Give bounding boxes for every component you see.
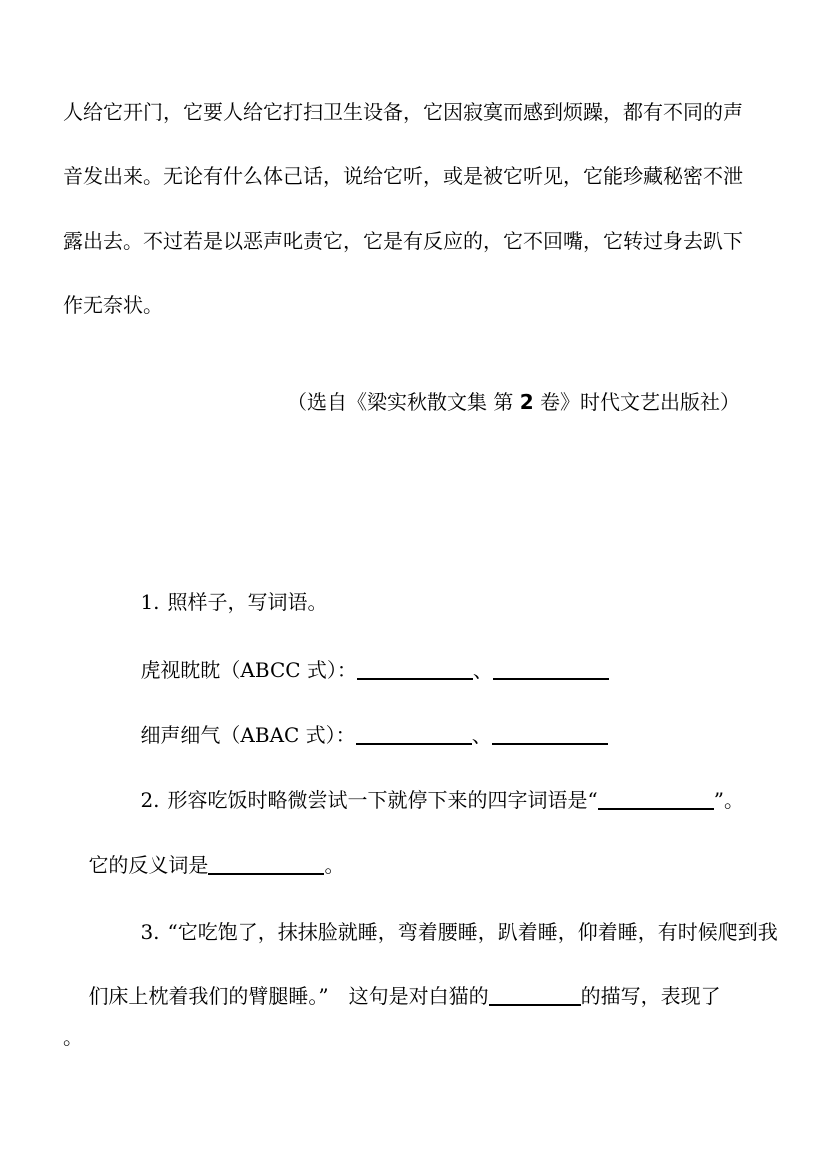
question-3-number: 3. [140, 920, 160, 944]
attribution-text-after: 卷》时代文艺出版社） [533, 390, 740, 414]
passage-line-1: 人给它开门，它要人给它打扫卫生设备，它因寂寞而感到烦躁，都有不同的声 [63, 100, 743, 124]
question-2-number: 2. [140, 788, 160, 812]
question-1-number: 1. [140, 590, 160, 614]
antonym-text-before-blank: 它的反义词是 [88, 853, 209, 877]
abac-item-label: 细声细气（ABAC 式）： [140, 723, 356, 747]
question-3-quote-text: “它吃饱了，抹抹脸就睡，弯着腰睡，趴着睡，仰着睡，有时候爬到我 [167, 920, 778, 944]
source-attribution [262, 357, 740, 447]
blank-separator: 、 [471, 723, 492, 747]
question-3-text-before-blank: 们床上枕着我们的臂腿睡。” 这句是对白猫的 [88, 984, 489, 1008]
question-3-line-2 [63, 951, 721, 1041]
answer-blank [598, 806, 714, 810]
question-2-text-after-blank: ”。 [713, 788, 744, 812]
passage-line-4: 作无奈状。 [63, 293, 163, 317]
blank-separator: 、 [472, 658, 493, 682]
answer-blank [208, 871, 324, 875]
answer-blank [493, 676, 609, 680]
answer-blank [357, 676, 473, 680]
passage-line-3: 露出去。不过若是以恶声叱责它，它是有反应的，它不回嘴，它转过身去趴下 [63, 229, 743, 253]
passage-line-2: 音发出来。无论有什么体己话，说给它听，或是被它听见，它能珍藏秘密不泄 [63, 164, 743, 188]
answer-blank [489, 1002, 581, 1006]
attribution-text-before: （选自《梁实秋散文集 第 [287, 390, 520, 414]
question-3-line-3: 。 [63, 1025, 83, 1049]
question-2-text-before-blank: 形容吃饭时略微尝试一下就停下来的四字词语是“ [167, 788, 598, 812]
question-3-text-after-blank: 的描写，表现了 [580, 984, 721, 1008]
question-1-prompt-text: 照样子，写词语。 [167, 590, 328, 614]
answer-blank [492, 741, 608, 745]
attribution-volume-number: 2 [519, 390, 534, 414]
antonym-text-after-blank: 。 [324, 853, 345, 877]
abcc-item-label: 虎视眈眈（ABCC 式）： [140, 658, 357, 682]
answer-blank [356, 741, 472, 745]
